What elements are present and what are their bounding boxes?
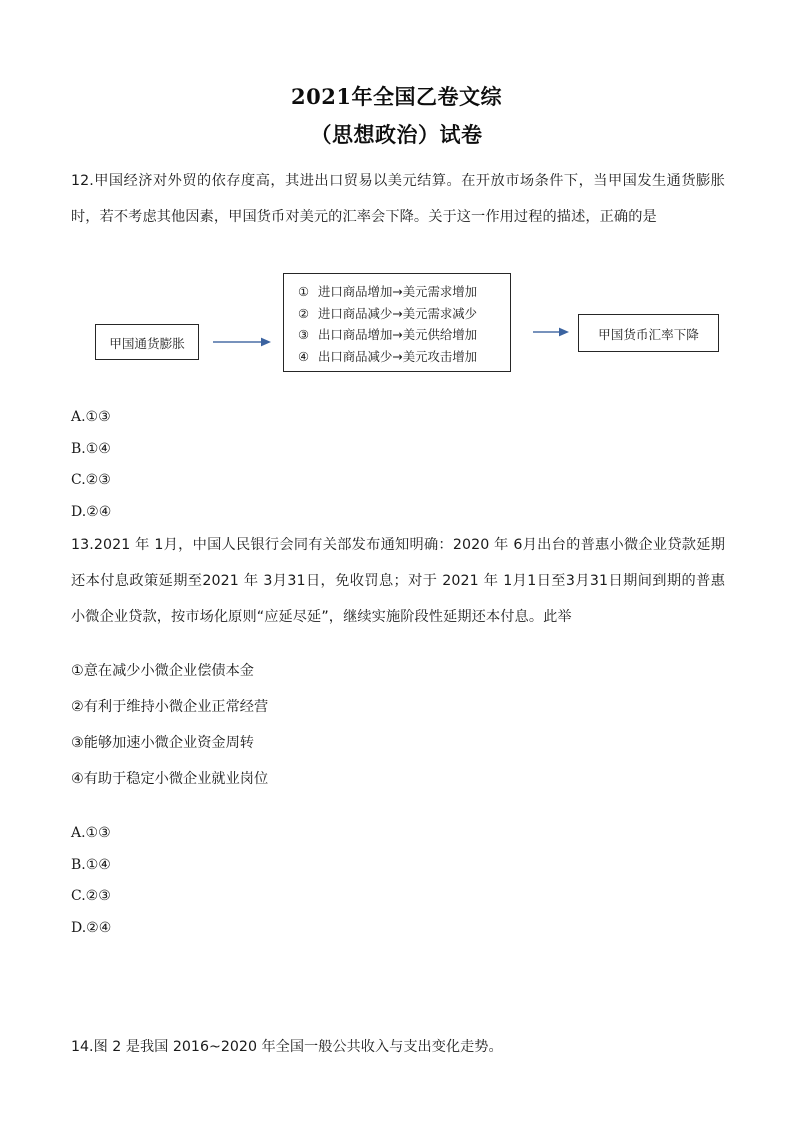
title-line-secondary: （思想政治）试卷 — [310, 122, 483, 147]
question-12-stem: 12.甲国经济对外贸的依存度高，其进出口贸易以美元结算。在开放市场条件下，当甲国发生通货膨胀时，若不考虑其他因素，甲国货币对美元的汇率会下降。关于这一作用过程的描述，正确的是 — [71, 173, 725, 225]
question-13-options — [71, 818, 725, 944]
statement-1: ①意在减少小微企业偿债本金 — [71, 663, 254, 679]
question-12-stem-container — [71, 163, 725, 235]
diagram-left-box-label: 甲国通货膨胀 — [109, 335, 185, 351]
diagram-center-line — [298, 281, 510, 303]
diagram-center-line — [298, 324, 510, 346]
statement-3: ③能够加速小微企业资金周转 — [71, 735, 254, 751]
diagram-center-line-marker: ② — [298, 305, 310, 321]
option-b[interactable]: B.①④ — [71, 440, 111, 457]
diagram-center-line-marker: ④ — [298, 348, 310, 364]
diagram-center-line-text: 出口商品减少→美元攻击增加 — [318, 348, 478, 364]
question-12-options — [71, 402, 725, 528]
diagram-center-line-marker: ① — [298, 284, 310, 299]
option-b[interactable]: B.①④ — [71, 856, 111, 873]
statement-4: ④有助于稳定小微企业就业岗位 — [71, 771, 269, 787]
page-title — [0, 78, 793, 154]
statement-2: ②有利于维持小微企业正常经营 — [71, 699, 269, 715]
diagram-center-line — [298, 346, 510, 368]
diagram-left-box — [95, 324, 199, 360]
option-a[interactable]: A.①③ — [71, 409, 111, 425]
diagram-center-line-text: 进口商品增加→美元需求增加 — [318, 284, 478, 299]
arrow-right-icon-1 — [213, 336, 271, 348]
question-13-stem-container — [71, 527, 725, 635]
diagram-right-box-label: 甲国货币汇率下降 — [598, 326, 699, 342]
title-line-primary: 2021年全国乙卷文综 — [291, 84, 502, 109]
question-13-statements — [71, 653, 725, 797]
question-14-stem-container — [71, 1032, 725, 1062]
diagram-center-box — [283, 273, 511, 372]
option-d[interactable]: D.②④ — [71, 919, 112, 936]
question-13-stem: 13.2021 年 1月，中国人民银行会同有关部发布通知明确：2020 年 6月出台的普惠小微企业贷款延期还本付息政策延期至2021 年 3月31日，免收罚息；对于 2021 年 1月1日至3月31日期间到期的普惠小微企业贷款，按市场化原则“应延尽延”，继续实施阶段性延期还本付息。此举 — [71, 537, 725, 625]
question-14-stem: 14.图 2 是我国 2016~2020 年全国一般公共收入与支出变化走势。 — [71, 1039, 503, 1055]
diagram-center-line — [298, 303, 510, 325]
diagram-center-line-text: 进口商品减少→美元需求减少 — [318, 305, 478, 321]
option-c[interactable]: C.②③ — [71, 888, 111, 904]
option-a[interactable]: A.①③ — [71, 825, 111, 841]
option-c[interactable]: C.②③ — [71, 472, 111, 488]
option-d[interactable]: D.②④ — [71, 503, 112, 520]
diagram-center-line-marker: ③ — [298, 327, 310, 342]
question-12-diagram — [0, 268, 793, 380]
diagram-center-line-text: 出口商品增加→美元供给增加 — [318, 327, 478, 342]
diagram-right-box — [578, 314, 719, 352]
arrow-right-icon-2 — [533, 326, 569, 338]
